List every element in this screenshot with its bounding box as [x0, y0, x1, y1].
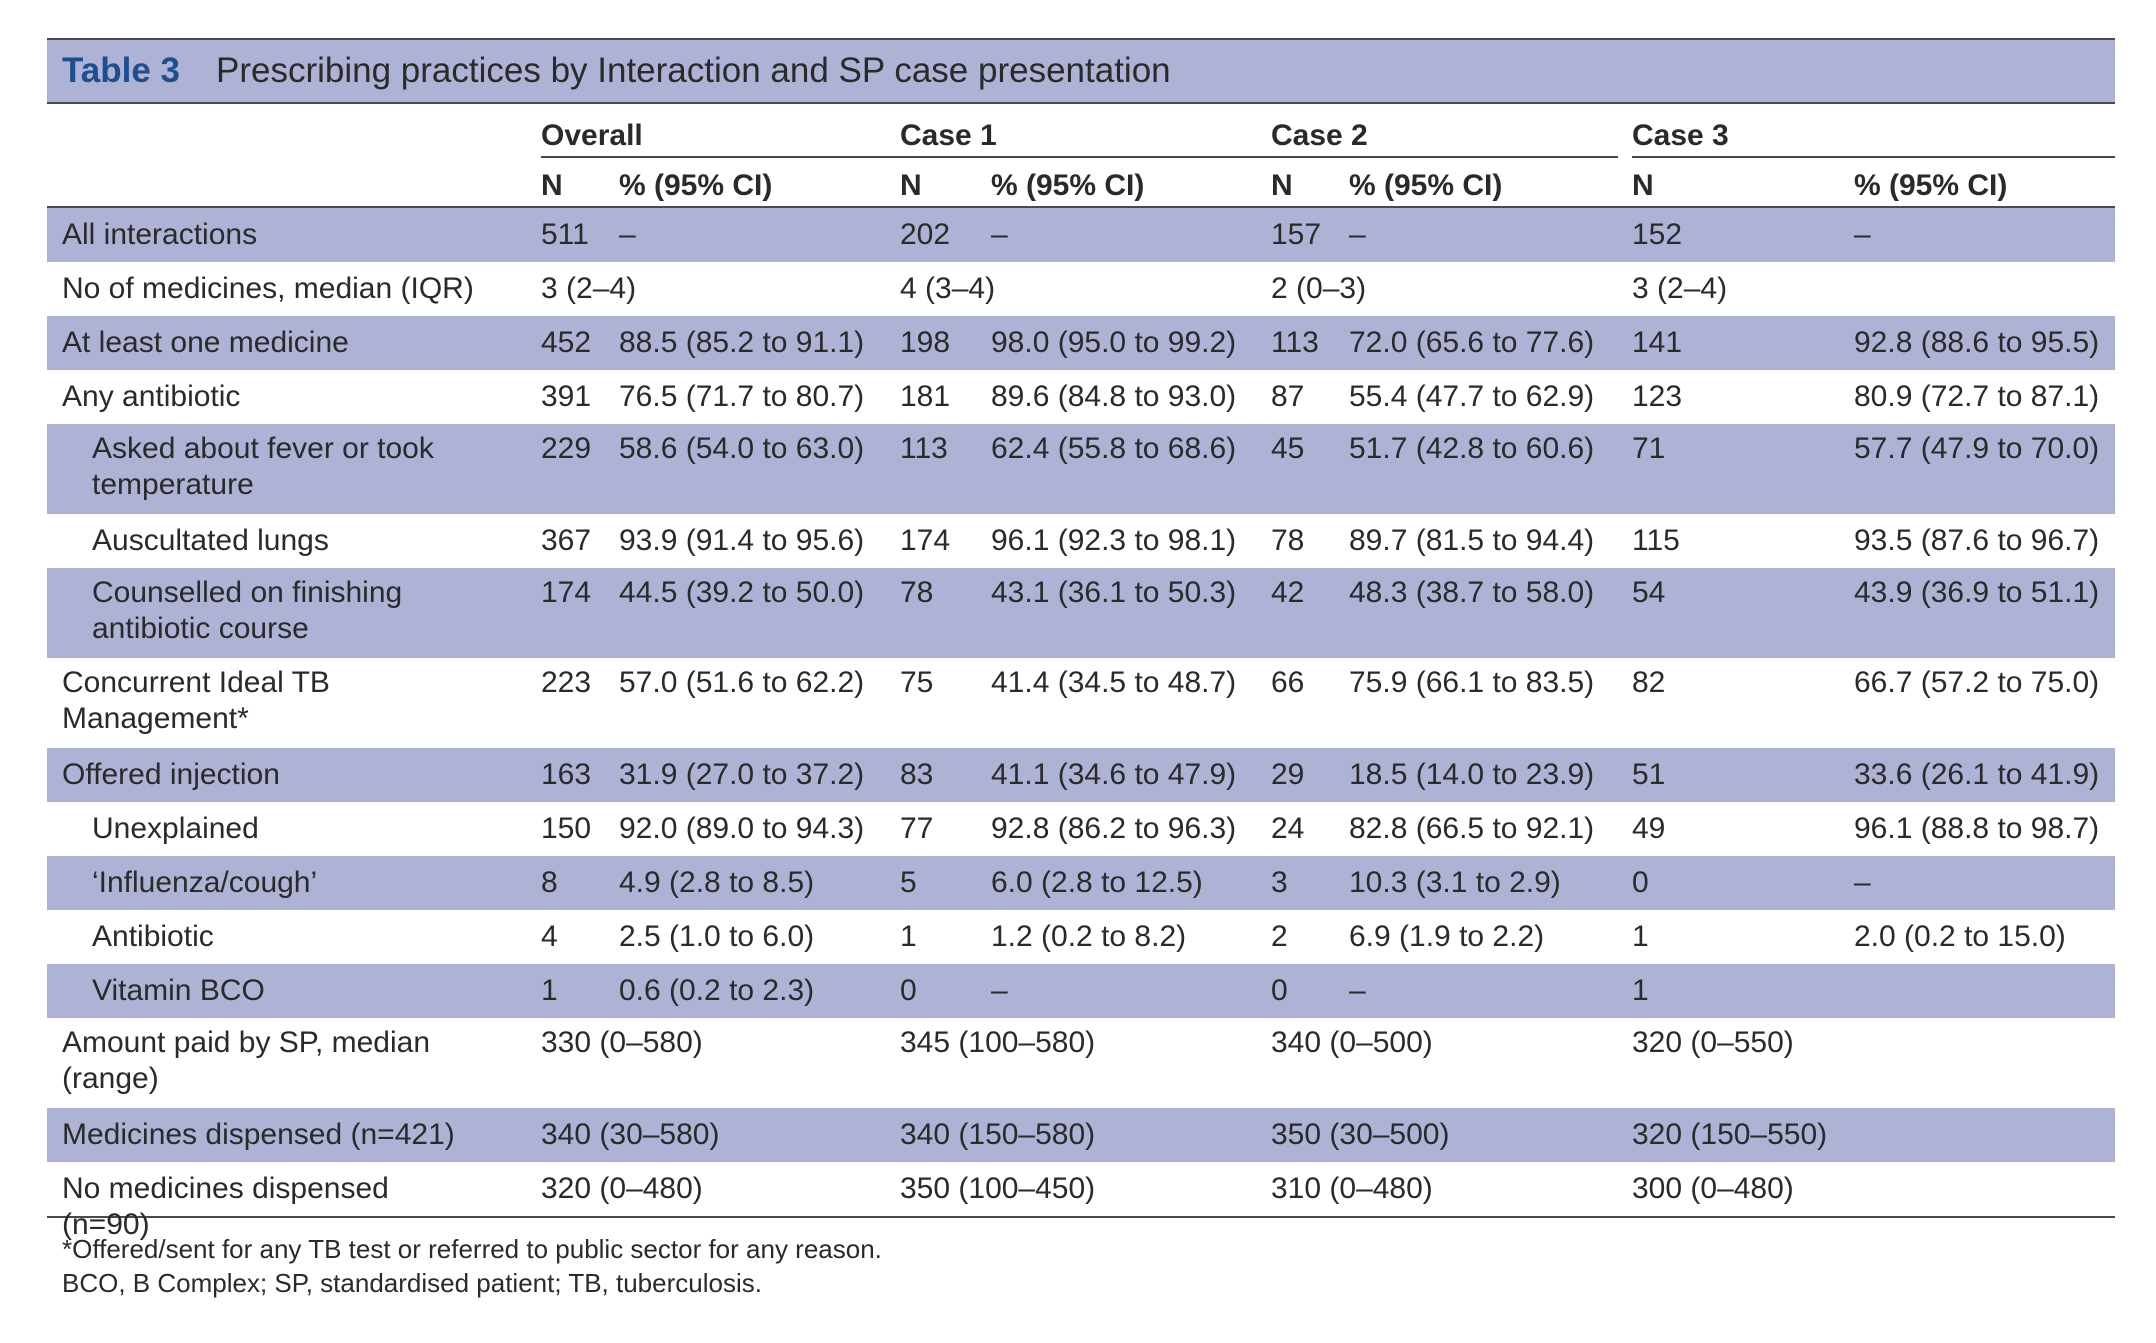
cell-pct: 33.6 (26.1 to 41.9) [1854, 758, 2100, 791]
cell-n: 181 [900, 380, 951, 413]
cell-n: 340 (150–580) [900, 1118, 1096, 1151]
cell-n: 71 [1632, 432, 1666, 465]
cell-pct: 96.1 (92.3 to 98.1) [991, 524, 1237, 557]
cell-n: 3 (2–4) [1632, 272, 1728, 305]
cell-pct: 41.1 (34.6 to 47.9) [991, 758, 1237, 791]
cell-n: 3 [1271, 866, 1288, 899]
row-label: Offered injection [62, 758, 280, 791]
cell-n: 115 [1632, 524, 1680, 557]
cell-pct: 92.8 (86.2 to 96.3) [991, 812, 1237, 845]
cell-n: 54 [1632, 576, 1666, 609]
table-row [47, 1018, 2115, 1108]
table-header [47, 104, 2115, 208]
cell-n: 29 [1271, 758, 1305, 791]
cell-n: 511 [541, 218, 589, 251]
subheader-pct: % (95% CI) [619, 169, 773, 202]
row-label: Any antibiotic [62, 380, 241, 413]
cell-pct: 31.9 (27.0 to 37.2) [619, 758, 865, 791]
cell-pct: 2.0 (0.2 to 15.0) [1854, 920, 2066, 953]
cell-n: 367 [541, 524, 592, 557]
cell-pct: 82.8 (66.5 to 92.1) [1349, 812, 1595, 845]
cell-pct: 44.5 (39.2 to 50.0) [619, 576, 865, 609]
cell-pct: 92.8 (88.6 to 95.5) [1854, 326, 2100, 359]
cell-n: 3 (2–4) [541, 272, 637, 305]
cell-n: 75 [900, 666, 934, 699]
cell-n: 202 [900, 218, 951, 251]
cell-n: 174 [900, 524, 951, 557]
row-label: ‘Influenza/cough’ [92, 866, 318, 899]
cell-pct: 18.5 (14.0 to 23.9) [1349, 758, 1595, 791]
subheader-n: N [1271, 169, 1293, 202]
cell-pct: 4.9 (2.8 to 8.5) [619, 866, 815, 899]
row-label: No of medicines, median (IQR) [62, 272, 474, 305]
group-header-case3: Case 3 [1632, 114, 2115, 158]
cell-n: 0 [900, 974, 917, 1007]
cell-pct: 41.4 (34.5 to 48.7) [991, 666, 1237, 699]
cell-n: 0 [1632, 866, 1649, 899]
cell-n: 198 [900, 326, 951, 359]
cell-n: 0 [1271, 974, 1288, 1007]
cell-pct: – [1349, 218, 1366, 251]
cell-n: 141 [1632, 326, 1683, 359]
group-header-overall: Overall [541, 114, 915, 158]
table-row [47, 424, 2115, 514]
table-row [47, 1108, 2115, 1162]
cell-n: 1 [541, 974, 558, 1007]
cell-pct: 93.9 (91.4 to 95.6) [619, 524, 865, 557]
table-row [47, 514, 2115, 568]
table-row [47, 568, 2115, 658]
cell-n: 340 (0–500) [1271, 1026, 1433, 1059]
cell-pct: 92.0 (89.0 to 94.3) [619, 812, 865, 845]
cell-n: 229 [541, 432, 592, 465]
cell-pct: – [1854, 866, 1871, 899]
subheader-n: N [900, 169, 922, 202]
cell-n: 51 [1632, 758, 1666, 791]
row-label: Vitamin BCO [92, 974, 265, 1007]
cell-n: 163 [541, 758, 592, 791]
table-row [47, 964, 2115, 1018]
group-header-case2: Case 2 [1271, 114, 1618, 158]
cell-pct: 0.6 (0.2 to 2.3) [619, 974, 815, 1007]
row-label: Concurrent Ideal TB Management* [62, 666, 330, 735]
table-body [47, 208, 2115, 1241]
row-label: Amount paid by SP, median (range) [62, 1026, 431, 1095]
cell-n: 330 (0–580) [541, 1026, 703, 1059]
cell-n: 78 [1271, 524, 1305, 557]
table-row [47, 658, 2115, 748]
cell-n: 78 [900, 576, 934, 609]
table-title-bar [47, 38, 2115, 104]
subheader-n: N [1632, 169, 1654, 202]
cell-n: 77 [900, 812, 934, 845]
subheader-pct: % (95% CI) [1854, 169, 2008, 202]
table-row [47, 370, 2115, 424]
subheader-pct: % (95% CI) [991, 169, 1145, 202]
table-row [47, 910, 2115, 964]
table-container [47, 38, 2115, 1300]
cell-pct: 62.4 (55.8 to 68.6) [991, 432, 1237, 465]
cell-pct: 66.7 (57.2 to 75.0) [1854, 666, 2100, 699]
cell-pct: 43.1 (36.1 to 50.3) [991, 576, 1237, 609]
row-label: Asked about fever or took temperature [92, 432, 434, 501]
cell-n: 2 [1271, 920, 1288, 953]
cell-n: 174 [541, 576, 592, 609]
cell-n: 452 [541, 326, 592, 359]
table-row [47, 262, 2115, 316]
cell-n: 2 (0–3) [1271, 272, 1367, 305]
cell-pct: 55.4 (47.7 to 62.9) [1349, 380, 1595, 413]
cell-pct: 89.6 (84.8 to 93.0) [991, 380, 1237, 413]
cell-n: 4 (3–4) [900, 272, 996, 305]
table-row [47, 802, 2115, 856]
subheader-pct: % (95% CI) [1349, 169, 1503, 202]
cell-n: 4 [541, 920, 558, 953]
cell-n: 300 (0–480) [1632, 1172, 1794, 1205]
cell-n: 320 (0–550) [1632, 1026, 1794, 1059]
cell-pct: 98.0 (95.0 to 99.2) [991, 326, 1237, 359]
cell-pct: – [619, 218, 636, 251]
table-row [47, 748, 2115, 802]
cell-pct: 48.3 (38.7 to 58.0) [1349, 576, 1595, 609]
row-label: All interactions [62, 218, 258, 251]
cell-pct: 43.9 (36.9 to 51.1) [1854, 576, 2100, 609]
cell-pct: 88.5 (85.2 to 91.1) [619, 326, 865, 359]
cell-n: 320 (150–550) [1632, 1118, 1828, 1151]
cell-pct: 80.9 (72.7 to 87.1) [1854, 380, 2100, 413]
cell-pct: – [991, 974, 1008, 1007]
cell-pct: 58.6 (54.0 to 63.0) [619, 432, 865, 465]
cell-n: 5 [900, 866, 917, 899]
cell-n: 340 (30–580) [541, 1118, 720, 1151]
row-label: Medicines dispensed (n=421) [62, 1118, 455, 1151]
cell-n: 49 [1632, 812, 1666, 845]
row-label: No medicines dispensed (n=90) [62, 1172, 389, 1241]
cell-n: 310 (0–480) [1271, 1172, 1433, 1205]
cell-n: 113 [1271, 326, 1319, 359]
cell-pct: 10.3 (3.1 to 2.9) [1349, 866, 1561, 899]
cell-n: 87 [1271, 380, 1305, 413]
cell-n: 320 (0–480) [541, 1172, 703, 1205]
cell-pct: – [1854, 218, 1871, 251]
cell-n: 123 [1632, 380, 1683, 413]
cell-n: 391 [541, 380, 592, 413]
cell-pct: 93.5 (87.6 to 96.7) [1854, 524, 2100, 557]
cell-n: 82 [1632, 666, 1666, 699]
cell-pct: – [1349, 974, 1366, 1007]
cell-n: 42 [1271, 576, 1305, 609]
cell-pct: – [991, 218, 1008, 251]
cell-n: 24 [1271, 812, 1305, 845]
cell-n: 157 [1271, 218, 1322, 251]
footnote: BCO, B Complex; SP, standardised patient; TB, tuberculosis. [62, 1268, 762, 1298]
cell-n: 83 [900, 758, 934, 791]
cell-n: 152 [1632, 218, 1683, 251]
cell-n: 1 [1632, 974, 1649, 1007]
cell-pct: 51.7 (42.8 to 60.6) [1349, 432, 1595, 465]
table-row [47, 208, 2115, 262]
cell-n: 223 [541, 666, 592, 699]
group-header-case1: Case 1 [900, 114, 1285, 158]
cell-n: 350 (100–450) [900, 1172, 1096, 1205]
cell-n: 150 [541, 812, 592, 845]
cell-pct: 96.1 (88.8 to 98.7) [1854, 812, 2100, 845]
table-row [47, 1162, 2115, 1241]
row-label: Unexplained [92, 812, 259, 845]
cell-n: 350 (30–500) [1271, 1118, 1450, 1151]
cell-pct: 57.0 (51.6 to 62.2) [619, 666, 865, 699]
cell-pct: 6.0 (2.8 to 12.5) [991, 866, 1203, 899]
cell-pct: 72.0 (65.6 to 77.6) [1349, 326, 1595, 359]
cell-pct: 6.9 (1.9 to 2.2) [1349, 920, 1545, 953]
row-label: At least one medicine [62, 326, 349, 359]
cell-n: 345 (100–580) [900, 1026, 1096, 1059]
subheader-n: N [541, 169, 563, 202]
cell-n: 66 [1271, 666, 1305, 699]
cell-n: 1 [1632, 920, 1649, 953]
table-row [47, 856, 2115, 910]
cell-n: 1 [900, 920, 917, 953]
cell-pct: 76.5 (71.7 to 80.7) [619, 380, 865, 413]
cell-pct: 2.5 (1.0 to 6.0) [619, 920, 815, 953]
row-label: Auscultated lungs [92, 524, 329, 557]
cell-pct: 89.7 (81.5 to 94.4) [1349, 524, 1595, 557]
table-label: Table 3 [62, 51, 181, 90]
cell-n: 113 [900, 432, 948, 465]
footnote: *Offered/sent for any TB test or referred to public sector for any reason. [62, 1234, 882, 1264]
table-title: Prescribing practices by Interaction and SP case presentation [216, 51, 1171, 90]
cell-pct: 57.7 (47.9 to 70.0) [1854, 432, 2100, 465]
cell-pct: 75.9 (66.1 to 83.5) [1349, 666, 1595, 699]
cell-pct: 1.2 (0.2 to 8.2) [991, 920, 1187, 953]
cell-n: 45 [1271, 432, 1305, 465]
row-label: Antibiotic [92, 920, 214, 953]
cell-n: 8 [541, 866, 558, 899]
row-label: Counselled on finishing antibiotic course [92, 576, 403, 645]
table-row [47, 316, 2115, 370]
